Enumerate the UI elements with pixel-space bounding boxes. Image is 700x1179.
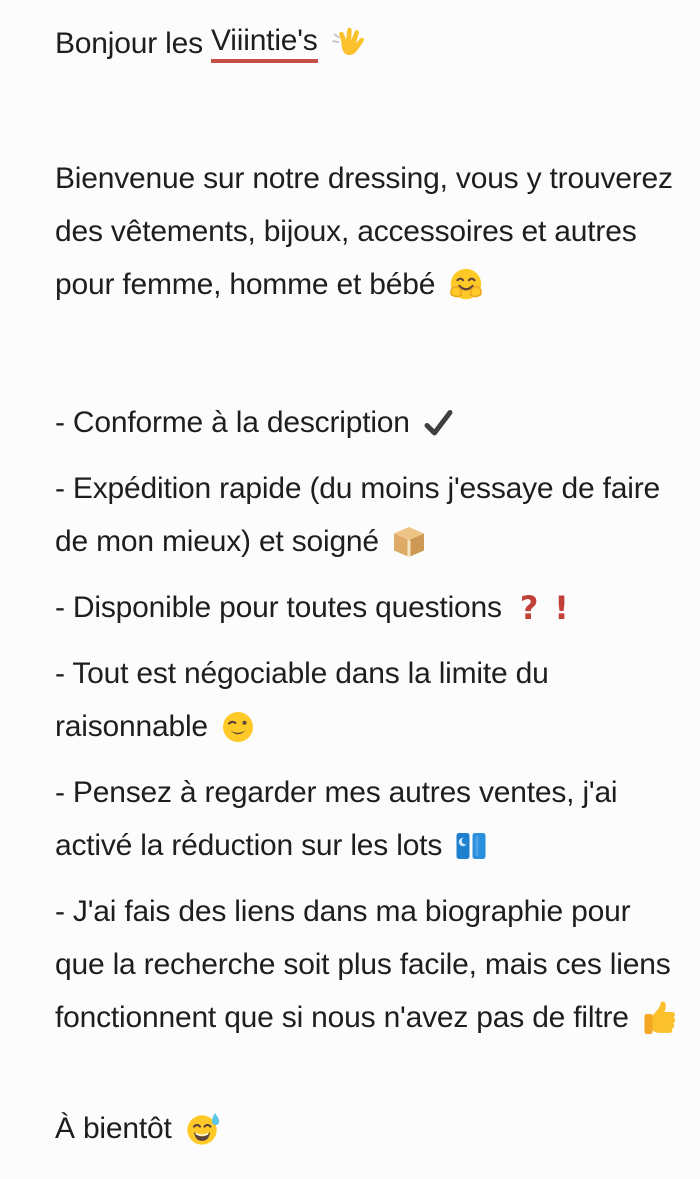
bullet-negociable bbox=[55, 647, 670, 753]
disponible-text: - Disponible pour toutes questions bbox=[55, 590, 502, 624]
welcome-text-3: pour femme, homme et bébé bbox=[55, 267, 436, 301]
bullet-disponible bbox=[55, 581, 670, 634]
negociable-text-1: - Tout est négociable dans la limite du bbox=[55, 656, 549, 690]
disponible-line bbox=[55, 581, 670, 634]
expedition-line-2 bbox=[55, 515, 670, 568]
greeting-line bbox=[55, 17, 670, 70]
bullet-expedition bbox=[55, 462, 670, 568]
farewell-line bbox=[55, 1102, 670, 1155]
welcome-line-1 bbox=[55, 152, 673, 205]
farewell-text: À bientôt bbox=[55, 1111, 172, 1145]
waving-hand-icon bbox=[330, 25, 368, 63]
welcome-text-1: Bienvenue sur notre dressing, vous y trouverez bbox=[55, 161, 673, 195]
welcome-paragraph bbox=[55, 152, 673, 311]
winking-face-icon bbox=[220, 709, 256, 745]
negociable-text-2: raisonnable bbox=[55, 709, 208, 743]
liens-line-1 bbox=[55, 885, 670, 938]
bullet-liens bbox=[55, 885, 670, 1044]
bullet-conforme bbox=[55, 396, 670, 449]
liens-text-1: - J'ai fais des liens dans ma biographie pour bbox=[55, 894, 631, 928]
ventes-line-1 bbox=[55, 766, 670, 819]
negociable-line-1 bbox=[55, 647, 670, 700]
welcome-line-2 bbox=[55, 205, 670, 258]
greeting-text: Bonjour les bbox=[55, 26, 212, 60]
negociable-line-2 bbox=[55, 700, 670, 753]
shop-name: Viiintie's bbox=[211, 24, 318, 63]
liens-line-3 bbox=[55, 991, 670, 1044]
liens-line-2 bbox=[55, 938, 670, 991]
ventes-text-2: activé la réduction sur les lots bbox=[55, 828, 443, 862]
conforme-line bbox=[55, 396, 670, 449]
red-question-mark-icon: ? bbox=[519, 588, 539, 627]
expedition-text-2: de mon mieux) et soigné bbox=[55, 524, 379, 558]
welcome-text-2: des vêtements, bijoux, accessoires et autres bbox=[55, 214, 637, 248]
red-exclamation-mark-icon: ! bbox=[554, 588, 569, 627]
expedition-line-1 bbox=[55, 462, 670, 515]
thumbs-up-icon bbox=[641, 1000, 677, 1036]
hugging-face-icon bbox=[447, 266, 485, 304]
ventes-text-1: - Pensez à regarder mes autres ventes, j'ai bbox=[55, 775, 618, 809]
grinning-face-with-sweat-icon bbox=[184, 1110, 222, 1148]
liens-text-3: fonctionnent que si nous n'avez pas de filtre bbox=[55, 1000, 629, 1034]
package-icon bbox=[391, 524, 427, 560]
check-mark-icon bbox=[422, 407, 454, 439]
bullet-autres-ventes bbox=[55, 766, 670, 872]
liens-text-2: que la recherche soit plus facile, mais ces liens bbox=[55, 947, 671, 981]
jeans-icon bbox=[454, 829, 488, 863]
conforme-text: - Conforme à la description bbox=[55, 405, 410, 439]
expedition-text-1: - Expédition rapide (du moins j'essaye de faire bbox=[55, 471, 660, 505]
ventes-line-2 bbox=[55, 819, 670, 872]
welcome-line-3 bbox=[55, 258, 670, 311]
